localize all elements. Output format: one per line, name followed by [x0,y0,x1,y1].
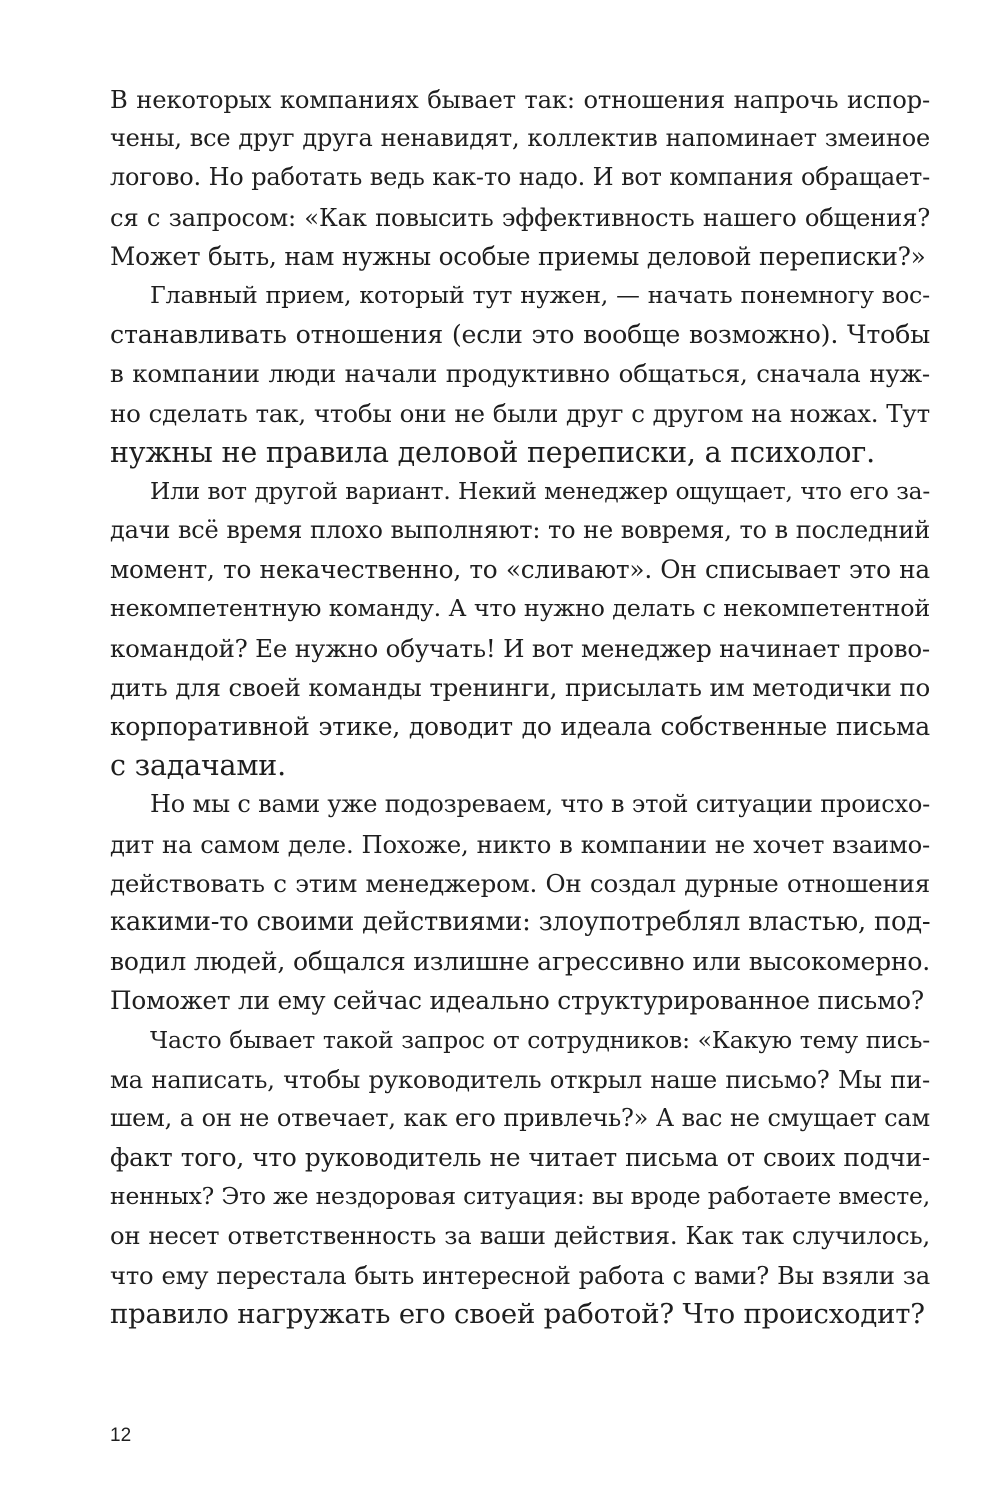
text-line: некомпетентную команду. А что нужно делать с некомпетентной [110,594,930,623]
text-line: дачи всё время плохо выполняют: то не вовремя, то в последний [110,516,930,545]
paragraph [110,1021,930,1335]
text-line: ненных? Это же нездоровая ситуация: вы вроде работаете вместе, [110,1182,930,1211]
text-line: какими-то своими действиями: злоупотреблял властью, под- [110,906,931,937]
body-text [110,80,930,1334]
text-line: правило нагружать его своей работой? Что происходит? [110,1297,925,1330]
text-line: чены, все друг друга ненавидят, коллектив напоминает змеиное [110,124,930,153]
text-line: момент, то некачественно, то «сливают». Он списывает это на [110,555,930,585]
text-line: командой? Ее нужно обучать! И вот менеджер начинает прово- [110,633,930,663]
paragraph [110,80,930,276]
text-line: Но мы с вами уже подозреваем, что в этой ситуации происхо- [150,790,930,819]
page-number: 12 [110,1425,132,1446]
text-line: шем, а он не отвечает, как его привлечь?» А вас не смущает сам [110,1103,930,1132]
text-line: Главный прием, который тут нужен, — начать понемногу вос- [150,280,930,309]
text-line: Может быть, нам нужны особые приемы деловой переписки?» [110,241,926,271]
text-line: что ему перестала быть интересной работа с вами? Вы взяли за [110,1260,930,1290]
text-line: Или вот другой вариант. Некий менеджер ощущает, что его за- [150,477,930,505]
paragraph [110,785,930,1020]
text-line: ся с запросом: «Как повысить эффективность нашего общения? [110,202,930,232]
text-line: корпоративной этике, доводит до идеала собственные письма [110,712,930,741]
text-line: логово. Но работать ведь как-то надо. И вот компания обращает- [110,163,930,192]
paragraph [110,472,930,786]
text-line: действовать с этим менеджером. Он создал дурные отношения [110,868,930,898]
text-line: с задачами. [110,749,286,783]
text-line: Часто бывает такой запрос от сотрудников: «Какую тему пись- [150,1025,930,1054]
text-line: нужны не правила деловой переписки, а психолог. [110,435,875,469]
text-line: он несет ответственность за ваши действия. Как так случилось, [110,1221,930,1251]
text-line: ма написать, чтобы руководитель открыл наше письмо? Мы пи- [110,1064,930,1094]
text-line: станавливать отношения (если это вообще возможно). Чтобы [110,320,930,350]
text-line: в компании люди начали продуктивно общаться, сначала нуж- [110,359,930,389]
text-line: дит на самом деле. Похоже, никто в компании не хочет взаимо- [110,829,930,859]
text-line: дить для своей команды тренинги, присылать им методички по [110,672,930,702]
text-line: водил людей, общался излишне агрессивно или высокомерно. [110,947,930,977]
text-line: Поможет ли ему сейчас идеально структурированное письмо? [110,986,924,1016]
text-line: факт того, что руководитель не читает письма от своих подчи- [110,1143,930,1173]
text-line: но сделать так, чтобы они не были друг с другом на ножах. Тут [110,398,930,428]
text-line: В некоторых компаниях бывает так: отношения напрочь испор- [110,85,930,114]
paragraph [110,276,930,472]
